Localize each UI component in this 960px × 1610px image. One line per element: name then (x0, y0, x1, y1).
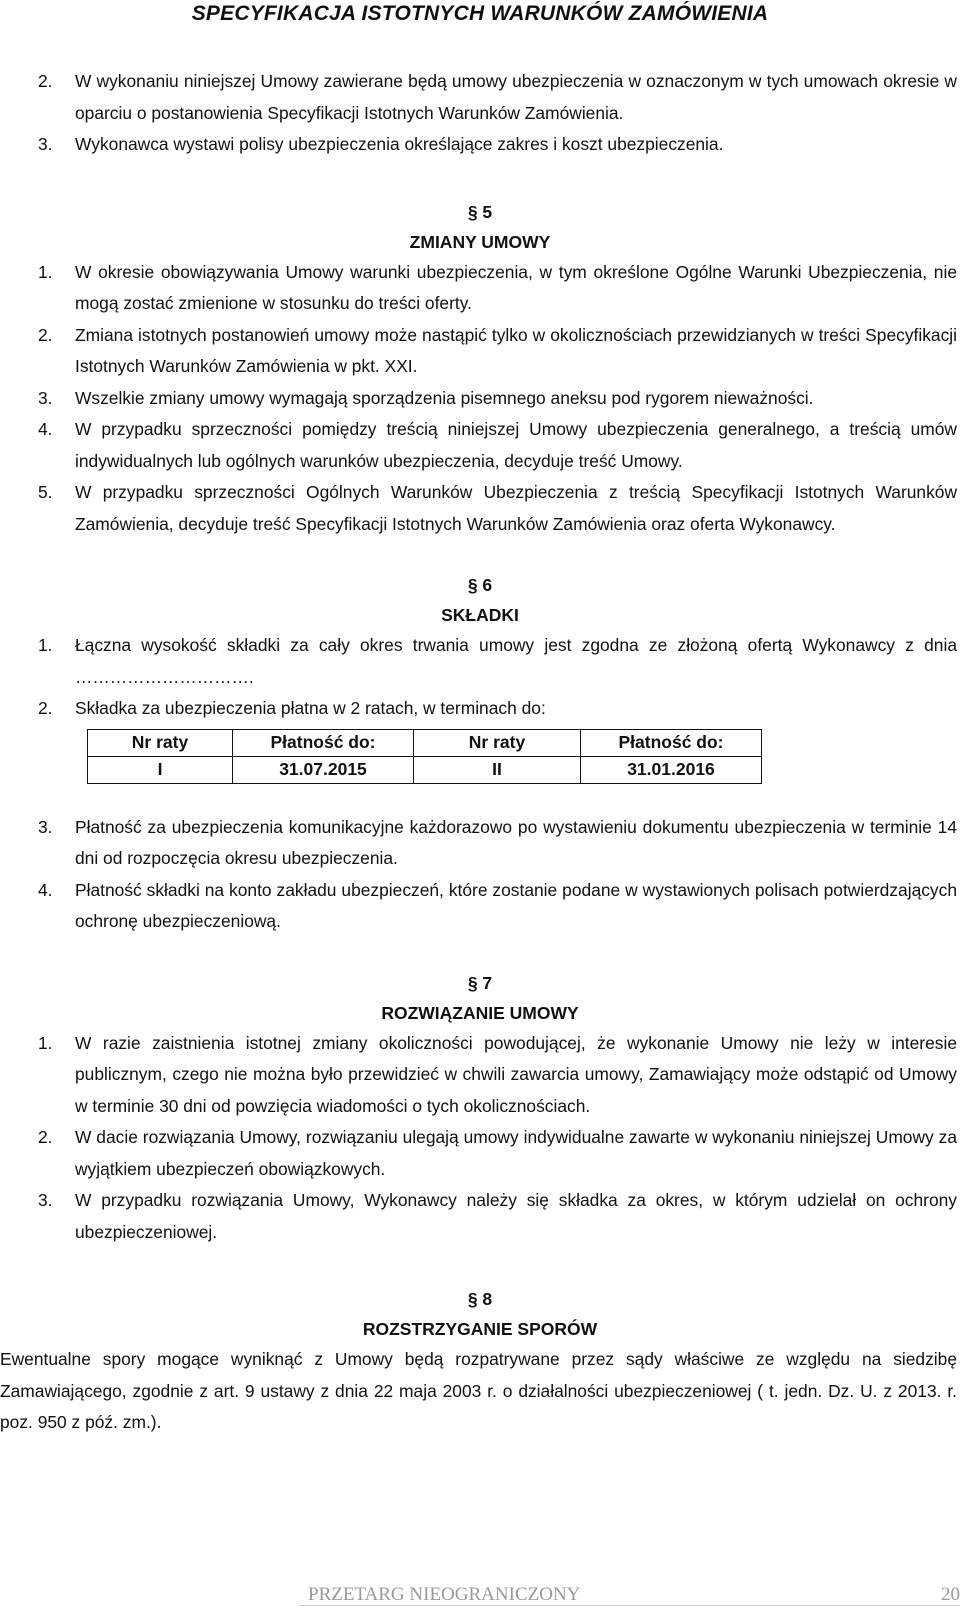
footer-procedure-label: PRZETARG NIEOGRANICZONY (308, 1584, 581, 1605)
list-item (0, 630, 960, 693)
payment-schedule-table (87, 729, 762, 784)
table-header-cell: Nr raty (88, 729, 233, 756)
list-item (0, 129, 960, 161)
list-item (0, 875, 960, 938)
section-title: ROZSTRZYGANIE SPORÓW (362, 1319, 598, 1339)
section-sign: § 8 (467, 1289, 493, 1309)
section-title: ZMIANY UMOWY (409, 231, 551, 252)
table-cell: II (414, 756, 581, 783)
list-item (0, 1028, 960, 1123)
list-item (0, 66, 960, 129)
item-number: 3. (38, 387, 53, 408)
section-sign: § 5 (467, 201, 493, 222)
table-header-row (88, 729, 762, 756)
item-number: 3. (38, 134, 53, 154)
item-number: 3. (38, 1190, 53, 1210)
table-cell: 31.07.2015 (233, 756, 414, 783)
item-text: W przypadku sprzeczności Ogólnych Warunków Ubezpieczenia z treścią Specyfikacji Istotnych Warunków Zamówienia, decyduje treść Specyfikacji Istotnych Warunków Zamówienia oraz oferta Wykonawcy. (75, 482, 957, 534)
list-item (0, 1122, 960, 1185)
item-text: Płatność składki na konto zakładu ubezpieczeń, które zostanie podane w wystawionych polisach potwierdzających ochronę ubezpieczeniową. (75, 879, 957, 931)
table-header-cell: Płatność do: (581, 729, 762, 756)
item-text: W dacie rozwiązania Umowy, rozwiązaniu ulegają umowy indywidualne zawarte w wykonaniu niniejszej Umowy za wyjątkiem ubezpieczeń obowiązkowych. (75, 1127, 957, 1179)
page-header: SPECYFIKACJA ISTOTNYCH WARUNKÓW ZAMÓWIENIA (191, 2, 769, 25)
item-number: 1. (38, 1032, 53, 1053)
table-header-cell: Nr raty (414, 729, 581, 756)
item-text: Wszelkie zmiany umowy wymagają sporządzenia pisemnego aneksu pod rygorem nieważności. (75, 387, 814, 408)
footer-divider (300, 1605, 960, 1606)
item-text: W razie zaistnienia istotnej zmiany okoliczności powodującej, że wykonanie Umowy nie leży w interesie publicznym, czego nie można było przewidzieć w chwili zawarcia umowy, Zamawiający może odstąpić od Umowy w terminie 30 dni od powzięcia wiadomości o tych okolicznościach. (75, 1032, 957, 1116)
item-number: 2. (38, 71, 53, 91)
item-text: W przypadku rozwiązania Umowy, Wykonawcy należy się składka za okres, w którym udzielał on ochrony ubezpieczeniowej. (75, 1190, 957, 1242)
item-number: 2. (38, 698, 53, 718)
list-item (0, 1185, 960, 1248)
item-text: W okresie obowiązywania Umowy warunki ubezpieczenia, w tym określone Ogólne Warunki Ubezpieczenia, nie mogą zostać zmienione w stosunku do treści oferty. (75, 261, 957, 313)
list-item (0, 414, 960, 477)
item-number: 5. (38, 482, 53, 502)
list-item (0, 812, 960, 875)
list-item (0, 477, 960, 540)
item-text: Płatność za ubezpieczenia komunikacyjne każdorazowo po wystawieniu dokumentu ubezpieczenia w terminie 14 dni od rozpoczęcia okresu ubezpieczenia. (75, 816, 957, 868)
item-number: 4. (38, 419, 53, 439)
item-number: 3. (38, 816, 53, 837)
item-number: 4. (38, 879, 53, 900)
table-row (88, 756, 762, 783)
section-title: SKŁADKI (441, 605, 519, 625)
table-cell: 31.01.2016 (581, 756, 762, 783)
list-item (0, 320, 960, 383)
table-header-cell: Płatność do: (233, 729, 414, 756)
list-item (0, 693, 960, 725)
item-text: Łączna wysokość składki za cały okres trwania umowy jest zgodna ze złożoną ofertą Wykonawcy z dnia …………………………. (75, 635, 957, 687)
list-item (0, 383, 960, 415)
section-sign: § 7 (467, 972, 493, 993)
page-content (0, 66, 960, 1439)
section-sign: § 6 (467, 575, 493, 595)
item-text: W przypadku sprzeczności pomiędzy treścią niniejszej Umowy ubezpieczenia generalnego, a treścią umów indywidualnych lub ogólnych warunków ubezpieczenia, decyduje treść Umowy. (75, 419, 957, 471)
page-number: 20 (941, 1584, 960, 1605)
section-paragraph: Ewentualne spory mogące wyniknąć z Umowy będą rozpatrywane przez sądy właściwe ze względu na siedzibę Zamawiającego, zgodnie z art. 9 ustawy z dnia 22 maja 2003 r. o działalności ubezpieczeniowej ( t. jedn. Dz. U. z 2013. r. poz. 950 z póź. zm.). (0, 1349, 957, 1432)
table-cell: I (88, 756, 233, 783)
list-item (0, 257, 960, 320)
item-text: Wykonawca wystawi polisy ubezpieczenia określające zakres i koszt ubezpieczenia. (75, 134, 724, 154)
item-text: Zmiana istotnych postanowień umowy może nastąpić tylko w okolicznościach przewidzianych w treści Specyfikacji Istotnych Warunków Zamówienia w pkt. XXI. (75, 324, 957, 376)
item-number: 1. (38, 261, 53, 282)
item-number: 1. (38, 635, 53, 655)
item-text: Składka za ubezpieczenia płatna w 2 ratach, w terminach do: (75, 698, 546, 718)
item-number: 2. (38, 1127, 53, 1147)
item-text: W wykonaniu niniejszej Umowy zawierane będą umowy ubezpieczenia w oznaczonym w tych umowach okresie w oparciu o postanowienia Specyfikacji Istotnych Warunków Zamówienia. (75, 71, 957, 123)
section-title: ROZWIĄZANIE UMOWY (381, 1002, 579, 1023)
item-number: 2. (38, 324, 53, 345)
